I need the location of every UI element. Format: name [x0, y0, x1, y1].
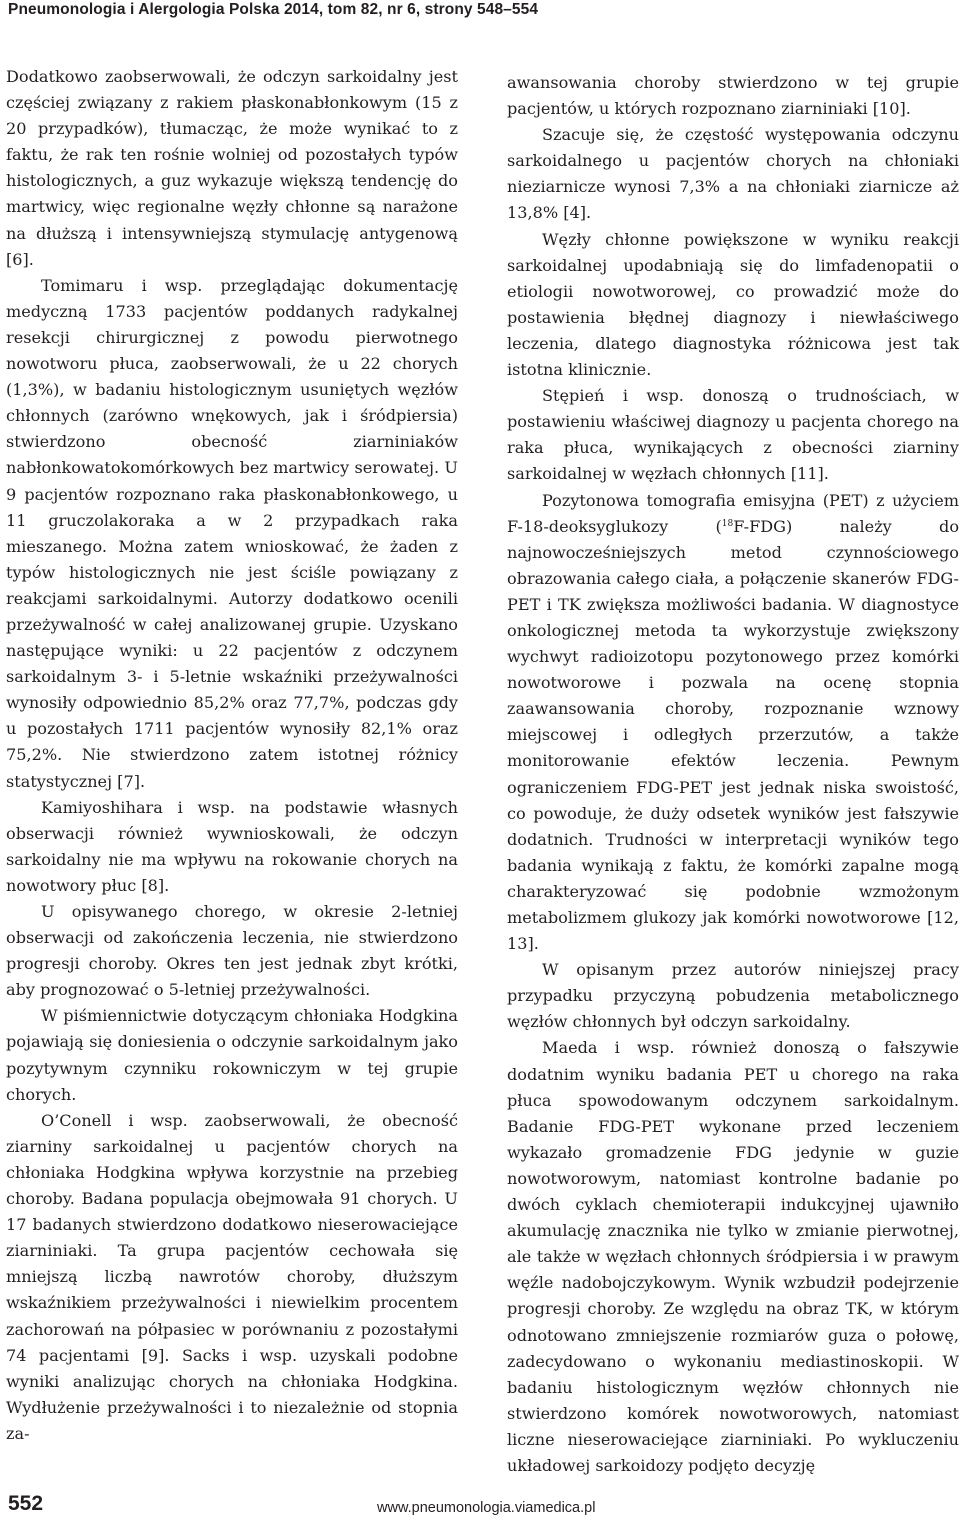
left-text-column	[6, 64, 458, 1447]
page-number: 552	[8, 1492, 44, 1515]
paragraph: Węzły chłonne powiększone w wyniku reakcji sarkoidalnej upodabniają się do limfadenopatii o etiologii nowotworowej, co prowadzić może do postawienia błędnej diagnozy i niewłaściwego leczenia, dlatego diagnostyka różnicowa jest tak istotna klinicznie.	[507, 229, 959, 380]
journal-url: www.pneumonologia.viamedica.pl	[377, 1500, 596, 1516]
paragraph: Szacuje się, że częstość występowania odczynu sarkoidalnego u pacjentów chorych na chłoniaki nieziarnicze wynosi 7,3% a na chłoniaki ziarnicze aż 13,8% [4].	[507, 125, 959, 223]
isotope-superscript: 18	[721, 518, 734, 529]
paragraph: Dodatkowo zaobserwowali, że odczyn sarkoidalny jest częściej związany z rakiem płaskonabłonkowym (15 z 20 przypadków), tłumacząc, że może wynikać to z faktu, że rak ten rośnie wolniej od pozostałych typów histologicznych, a guz wykazuje większą tendencję do martwicy, więc regionalne węzły chłonne są narażone na dłuższą i intensywniejszą stymulację antygenową [6].	[6, 67, 458, 269]
running-header: Pneumonologia i Alergologia Polska 2014, tom 82, nr 6, strony 548–554	[8, 1, 539, 18]
paragraph: Kamiyoshihara i wsp. na podstawie własnych obserwacji również wywnioskowali, że odczyn sarkoidalny nie ma wpływu na rokowanie chorych na nowotwory płuc [8].	[6, 797, 458, 895]
paragraph: O’Conell i wsp. zaobserwowali, że obecność ziarniny sarkoidalnej u pacjentów chorych na chłoniaka Hodgkina wpływa korzystnie na przebieg choroby. Badana populacja obejmowała 91 chorych. U 17 badanych stwierdzono dodatkowo nieserowaciejące ziarniniaki. Ta grupa pacjentów cechowała się mniejszą liczbą nawrotów choroby, dłuższym wskaźnikiem przeżywalności i niewielkim procentem zachorowań na półpasiec w porównaniu z pozostałymi 74 pacjentami [9]. Sacks i wsp. uzyskali podobne wyniki analizując chorych na chłoniaka Hodgkina. Wydłużenie przeżywalności i to niezależnie od stopnia za-	[6, 1110, 458, 1443]
paragraph: U opisywanego chorego, w okresie 2-letniej obserwacji od zakończenia leczenia, nie stwierdzono progresji choroby. Okres ten jest jednak zbyt krótki, aby prognozować o 5-letniej przeżywalności.	[6, 902, 458, 1000]
paragraph: W opisanym przez autorów niniejszej pracy przypadku przyczyną pobudzenia metabolicznego węzłów chłonnych był odczyn sarkoidalny.	[507, 960, 959, 1032]
paragraph: W piśmiennictwie dotyczącym chłoniaka Hodgkina pojawiają się doniesienia o odczynie sarkoidalnym jako pozytywnym czynniku rokowniczym w tej grupie chorych.	[6, 1006, 458, 1104]
paragraph-text: Pozytonowa tomografia emisyjna (PET) z użyciem F-18-deoksyglukozy (	[507, 490, 959, 536]
paragraph-text: F-FDG) należy do najnowocześniejszych metod czynnościowego obrazowania całego ciała, a połączenie skanerów FDG-PET i TK zwiększa możliwości badania. W diagnostyce onkologicznej metoda ta wykorzystuje zwiększony wychwyt radioizotopu pozytonowego przez komórki nowotworowe i pozwala na ocenę stopnia zaawansowania choroby, rozpoznanie wznowy miejscowej i odległych przerzutów, a także monitorowanie efektów leczenia. Pewnym ograniczeniem FDG-PET jest jednak niska swoistość, co powoduje, że duży odsetek wyników jest fałszywie dodatnich. Trudności w interpretacji wyników tego badania wynikają z faktu, że komórki zapalne mogą charakteryzować się podobnie wzmożonym metabolizmem glukozy jak komórki nowotworowe [12, 13].	[507, 516, 960, 954]
paragraph: awansowania choroby stwierdzono w tej grupie pacjentów, u których rozpoznano ziarniniaki [10].	[507, 73, 959, 119]
right-text-column	[507, 70, 959, 1479]
paragraph: Tomimaru i wsp. przeglądając dokumentację medyczną 1733 pacjentów poddanych radykalnej resekcji chirurgicznej z powodu pierwotnego nowotworu płuca, zaobserwowali, że u 22 chorych (1,3%), w badaniu histologicznym usuniętych węzłów chłonnych (zarówno wnękowych, jak i śródpiersia) stwierdzono obecność ziarniniaków nabłonkowatokomórkowych bez martwicy serowatej. U 9 pacjentów rozpoznano raka płaskonabłonkowego, u 11 gruczolakoraka a w 2 przypadkach raka mieszanego. Można zatem wnioskować, że żaden z typów histologicznych nie jest ściśle powiązany z reakcjami sarkoidalnymi. Autorzy dodatkowo ocenili przeżywalność w całej analizowanej grupie. Uzyskano następujące wyniki: u 22 pacjentów z odczynem sarkoidalnym 3- i 5-letnie wskaźniki przeżywalności wynosiły odpowiednio 85,2% oraz 77,7%, podczas gdy u pozostałych 1711 pacjentów wynosiły 82,1% oraz 75,2%. Nie stwierdzono zatem istotnej różnicy statystycznej [7].	[6, 275, 458, 791]
paragraph: Maeda i wsp. również donoszą o fałszywie dodatnim wyniku badania PET u chorego na raka płuca spowodowanym odczynem sarkoidalnym. Badanie FDG-PET wykonane przed leczeniem wykazało gromadzenie FDG jedynie w guzie nowotworowym, natomiast kontrolne badanie po dwóch cyklach chemioterapii indukcyjnej ujawniło akumulację znacznika nie tylko w zmianie pierwotnej, ale także w węzłach chłonnych śródpiersia i w prawym węźle nadobojczykowym. Wynik wzbudził podejrzenie progresji choroby. Ze względu na obraz TK, w którym odnotowano zmniejszenie rozmiarów guza o połowę, zadecydowano o wykonaniu mediastinoskopii. W badaniu histologicznym węzłów chłonnych nie stwierdzono komórek nowotworowych, natomiast liczne nieserowaciejące ziarniniaki. Po wykluczeniu układowej sarkoidozy podjęto decyzję	[507, 1038, 959, 1475]
paragraph: Stępień i wsp. donoszą o trudnościach, w postawieniu właściwej diagnozy u pacjenta chorego na raka płuca, wynikających z obecności ziarniny sarkoidalnej w węzłach chłonnych [11].	[507, 386, 959, 484]
paragraph	[507, 488, 959, 958]
